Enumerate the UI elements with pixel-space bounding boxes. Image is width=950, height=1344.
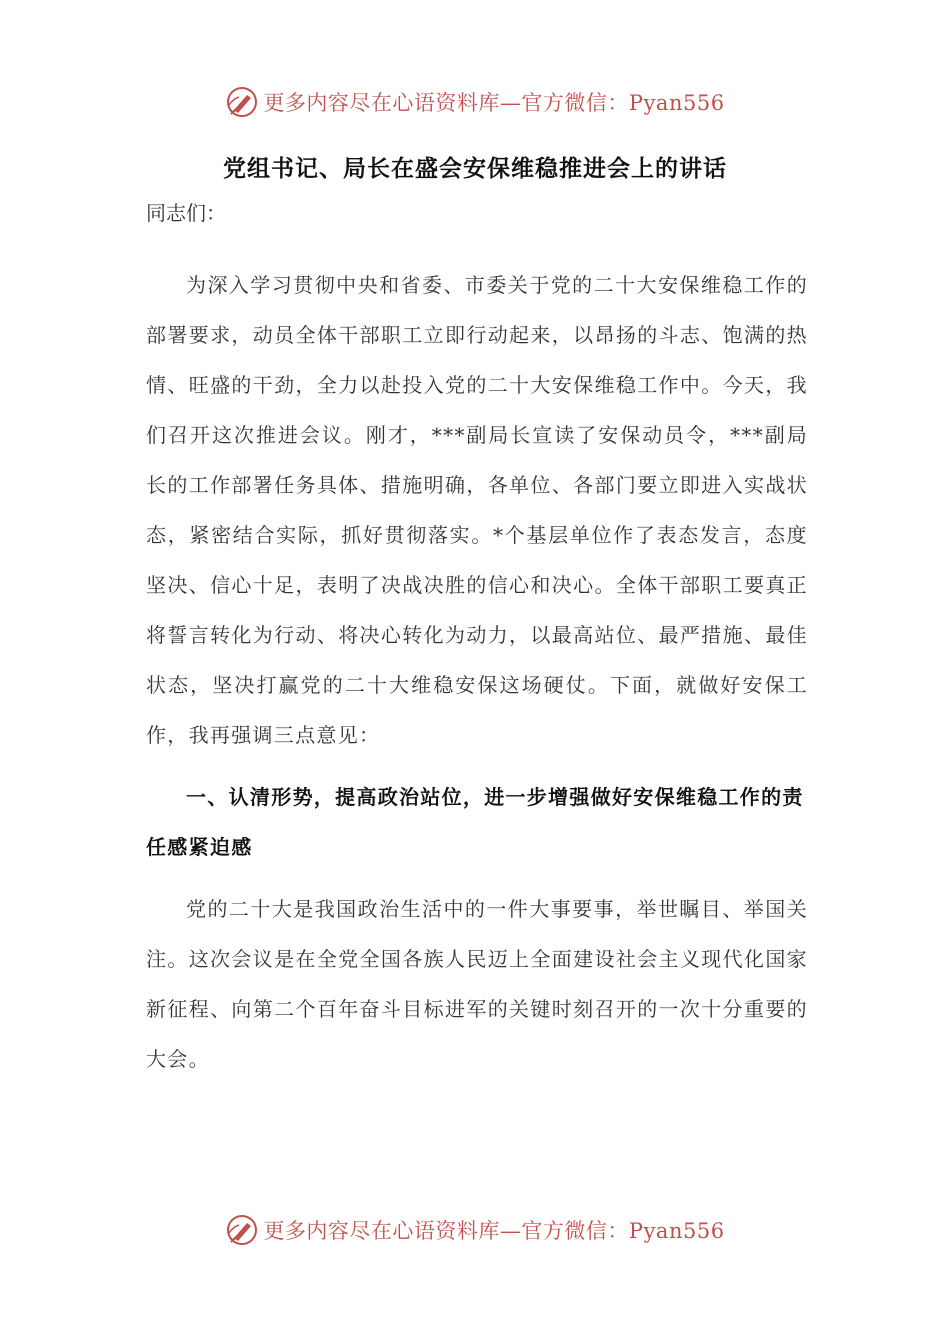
paragraph-intro: 为深入学习贯彻中央和省委、市委关于党的二十大安保维稳工作的部署要求，动员全体干部职工立即行动起来，以昂扬的斗志、饱满的热情、旺盛的干劲，全力以赴投入党的二十大安保维稳工作中。今天，我们召开这次推进会议。刚才，***副局长宣读了安保动员令，***副局长的工作部署任务具体、措施明确，各单位、各部门要立即进入实战状态，紧密结合实际，抓好贯彻落实。*个基层单位作了表态发言，态度坚决、信心十足，表明了决战决胜的信心和决心。全体干部职工要真正将誓言转化为行动、将决心转化为动力，以最高站位、最严措施、最佳状态，坚决打赢党的二十大维稳安保这场硬仗。下面，就做好安保工作，我再强调三点意见： (146, 273, 808, 747)
document-title: 党组书记、局长在盛会安保维稳推进会上的讲话 (223, 155, 727, 182)
watermark-text: 更多内容尽在心语资料库—官方微信：Pyan556 (263, 91, 725, 115)
document-body (146, 188, 808, 1084)
paragraph-section-1: 党的二十大是我国政治生活中的一件大事要事，举世瞩目、举国关注。这次会议是在全党全国各族人民迈上全面建设社会主义现代化国家新征程、向第二个百年奋斗目标进军的关键时刻召开的一次十分重要的大会。 (146, 897, 808, 1071)
header-watermark-banner (0, 82, 950, 122)
footer-watermark-banner (0, 1210, 950, 1250)
watermark-text: 更多内容尽在心语资料库—官方微信：Pyan556 (263, 1219, 725, 1243)
section-heading-1: 一、认清形势，提高政治站位，进一步增强做好安保维稳工作的责任感紧迫感 (146, 785, 804, 859)
pen-nib-logo-icon (225, 85, 259, 119)
salutation: 同志们： (146, 201, 226, 225)
pen-nib-logo-icon (225, 1213, 259, 1247)
